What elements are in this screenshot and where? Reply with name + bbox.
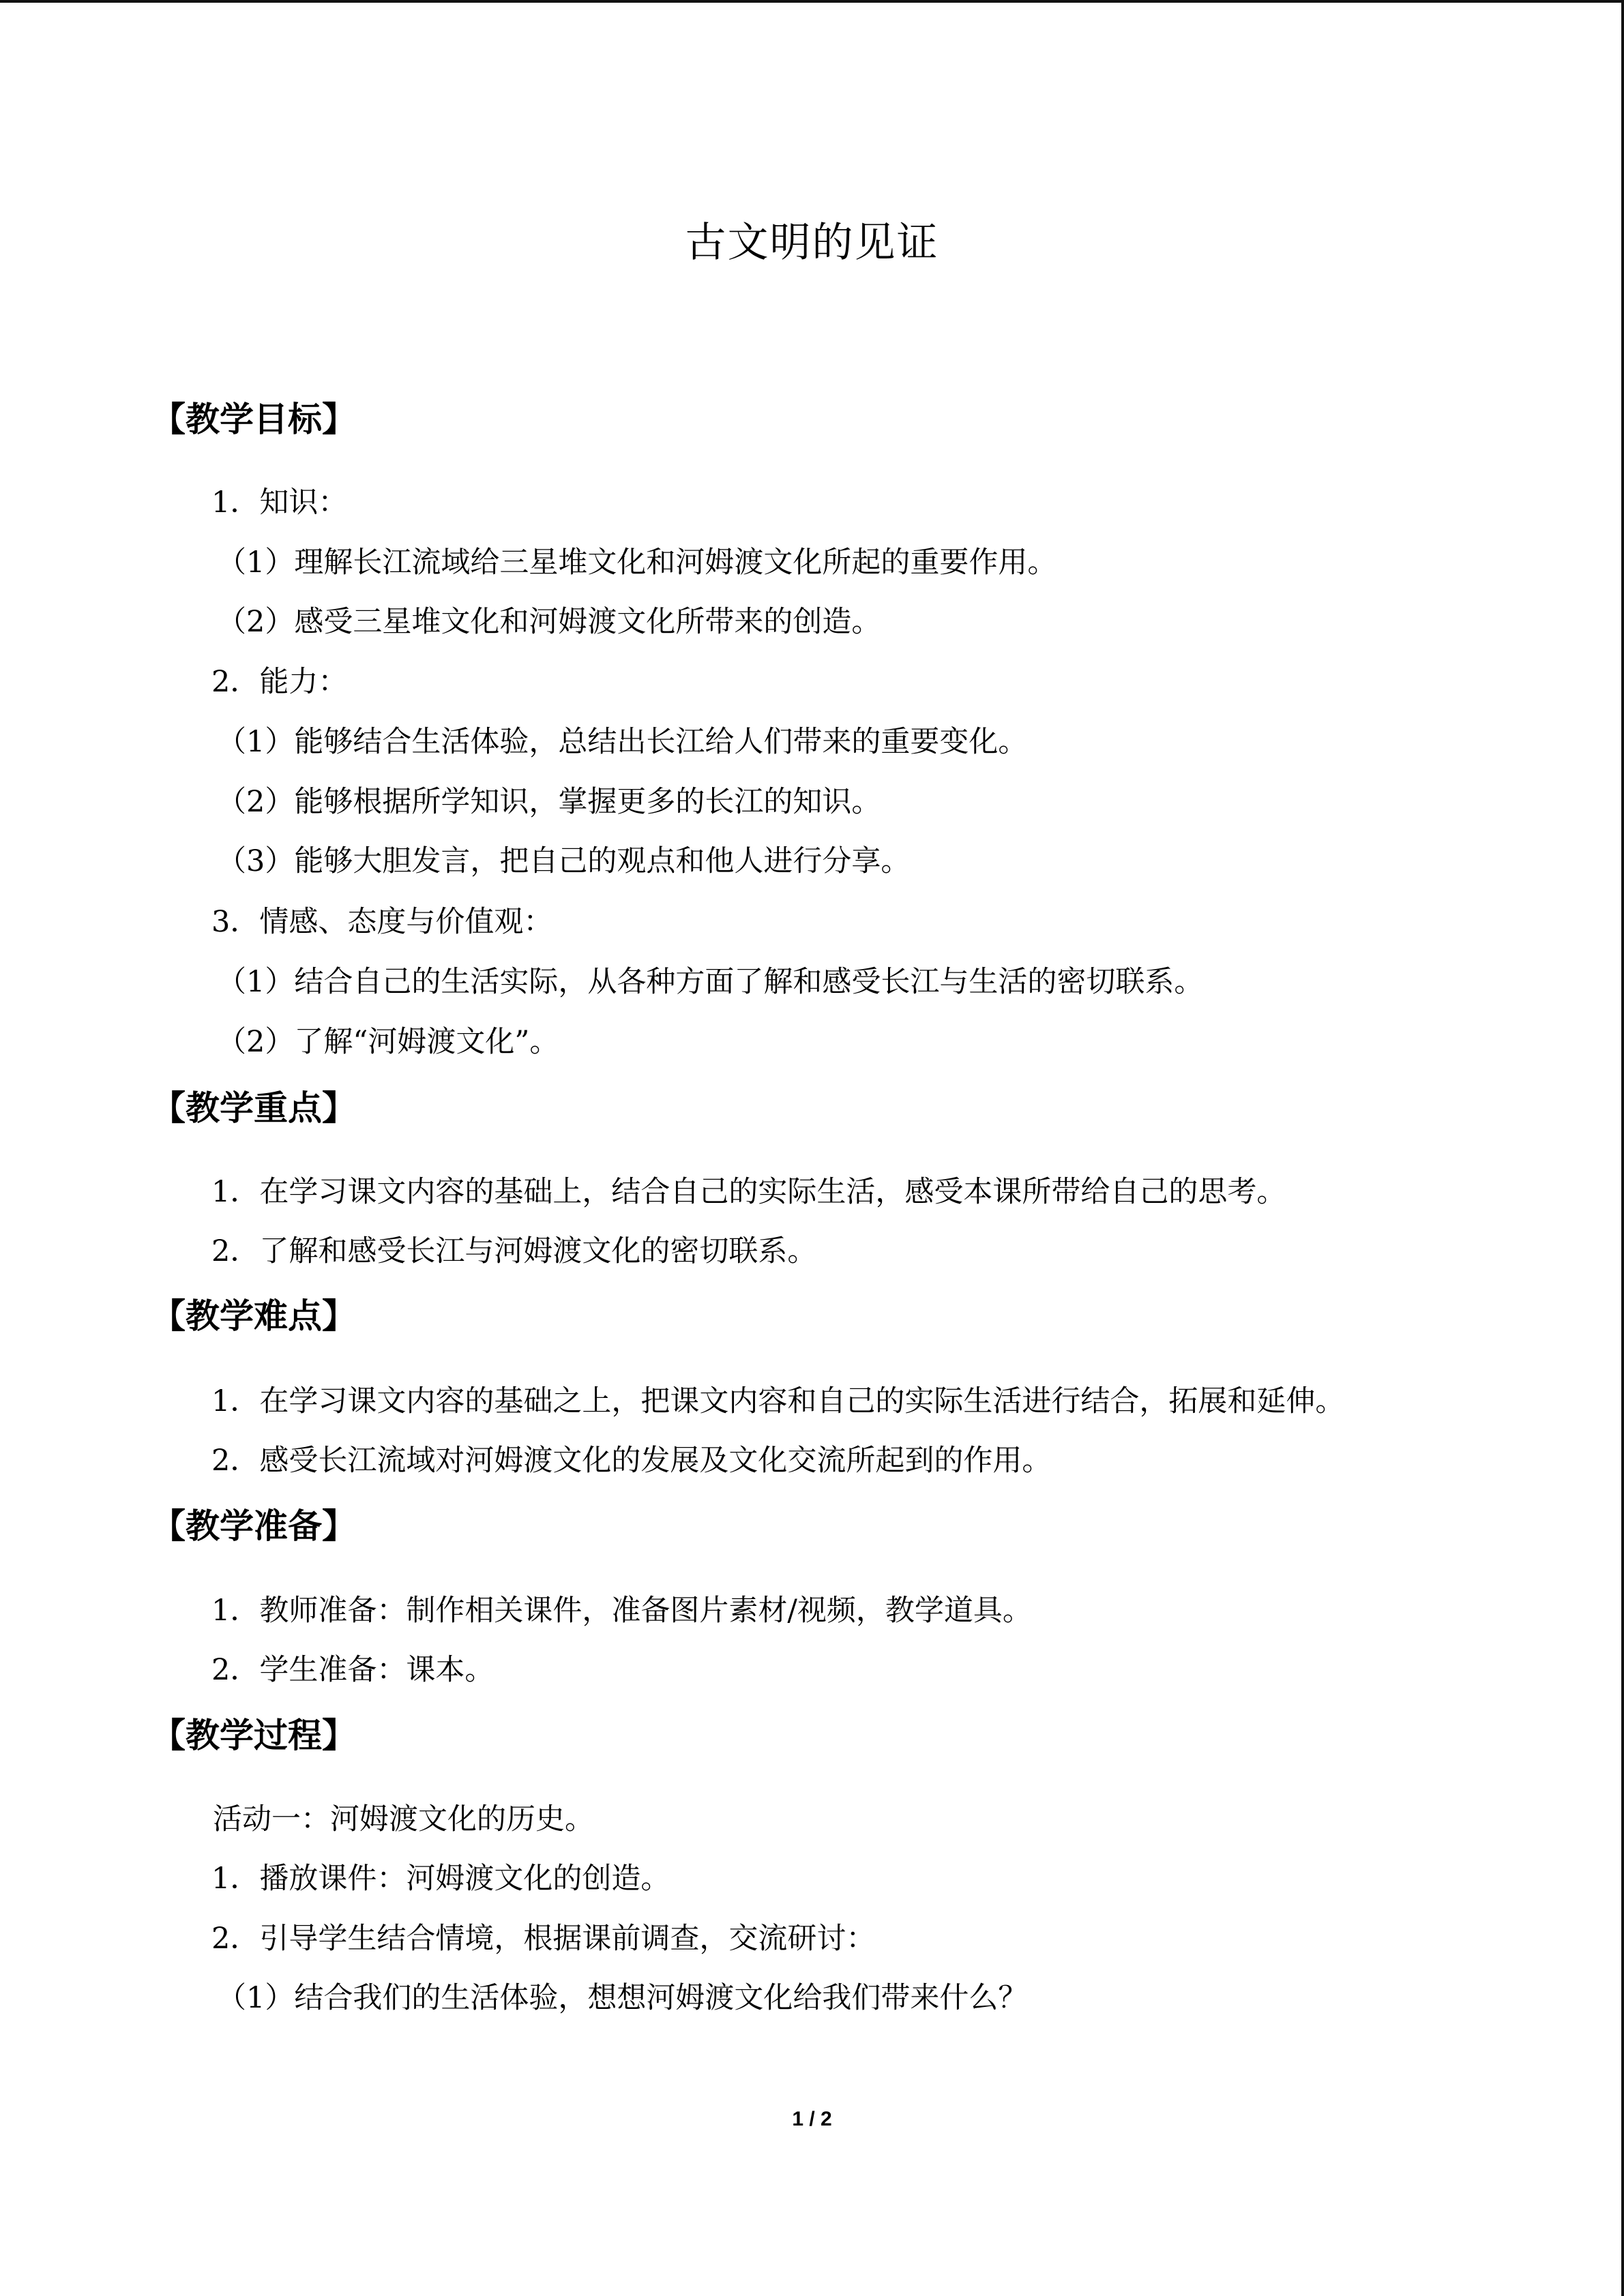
heading-difficulties: 【教学难点】 xyxy=(151,1296,356,1336)
heading-preparation: 【教学准备】 xyxy=(151,1506,356,1546)
objective-line: （3）能够大胆发言，把自己的观点和他人进行分享。 xyxy=(217,844,911,878)
objective-line: 2．能力： xyxy=(211,665,348,699)
heading-process: 【教学过程】 xyxy=(151,1716,356,1755)
objective-line: （1）理解长江流域给三星堆文化和河姆渡文化所起的重要作用。 xyxy=(217,546,1057,580)
objective-line: （2）能够根据所学知识，掌握更多的长江的知识。 xyxy=(217,785,881,819)
preparation-line: 1．教师准备：制作相关课件，准备图片素材/视频，教学道具。 xyxy=(211,1594,1032,1628)
objective-line: （2）感受三星堆文化和河姆渡文化所带来的创造。 xyxy=(217,605,881,639)
key-point-line: 1．在学习课文内容的基础上，结合自己的实际生活，感受本课所带给自己的思考。 xyxy=(211,1175,1286,1209)
objective-line: （1）结合自己的生活实际，从各种方面了解和感受长江与生活的密切联系。 xyxy=(217,965,1204,999)
objective-line: 3．情感、态度与价值观： xyxy=(211,905,553,939)
process-line: 2．引导学生结合情境，根据课前调查，交流研讨： xyxy=(211,1922,876,1956)
difficulty-line: 1．在学习课文内容的基础之上，把课文内容和自己的实际生活进行结合，拓展和延伸。 xyxy=(211,1384,1345,1418)
process-line: 活动一：河姆渡文化的历史。 xyxy=(213,1802,594,1836)
page-title: 古文明的见证 xyxy=(685,219,939,267)
page-number: 1 / 2 xyxy=(792,2108,832,2130)
objective-line: （2）了解“河姆渡文化”。 xyxy=(217,1025,559,1059)
page-border-top xyxy=(0,0,1624,3)
heading-key-points: 【教学重点】 xyxy=(151,1088,356,1128)
process-line: （1）结合我们的生活体验，想想河姆渡文化给我们带来什么？ xyxy=(217,1981,1028,2015)
preparation-line: 2．学生准备：课本。 xyxy=(211,1653,494,1687)
heading-objectives: 【教学目标】 xyxy=(151,400,356,439)
objective-line: （1）能够结合生活体验，总结出长江给人们带来的重要变化。 xyxy=(217,725,1028,759)
process-line: 1．播放课件：河姆渡文化的创造。 xyxy=(211,1862,670,1896)
difficulty-line: 2．感受长江流域对河姆渡文化的发展及文化交流所起到的作用。 xyxy=(211,1444,1052,1478)
objective-line: 1．知识： xyxy=(211,486,348,520)
key-point-line: 2．了解和感受长江与河姆渡文化的密切联系。 xyxy=(211,1234,817,1268)
page-border-right xyxy=(1621,0,1624,2296)
